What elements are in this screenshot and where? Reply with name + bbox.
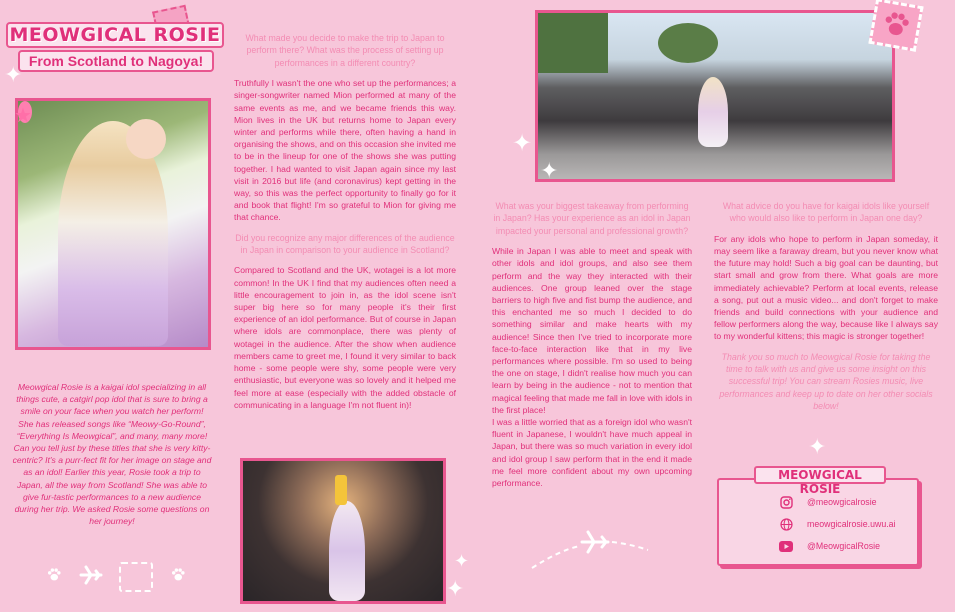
flight-path-airplane-icon (530, 520, 650, 575)
answer-3b: I was a little worried that as a foreign idol who wasn't fluent in Japanese, I wouldn't have much appeal in Japan, but there was so much variation in every idol and idol group I saw perform that in the end it made me feel more confident about my own upcoming performance. (492, 417, 692, 489)
sparkle-icon: ✦ (446, 576, 465, 601)
bottom-decorations (46, 562, 186, 592)
paw-icon (46, 568, 62, 587)
social-youtube[interactable] (779, 538, 880, 554)
globe-icon (779, 517, 793, 531)
star-wand-icon: ★ (14, 105, 32, 127)
thanks-text: Thank you so much to Meowgical Rosie for taking the time to talk with us and give us some insight on this successful trip! You can stream Rosies music, live performances and keep up to date on her other socials below! (719, 351, 933, 412)
crowd-photo (535, 10, 895, 182)
answer-3a: While in Japan I was able to meet and speak with other idols and idol groups, and also see them perform and the way they interacted with their audiences. One group leaned over the stage barriers to high five and fist bump the audience, and this enchanted me so much I decided to do something similar and make hearts with my audience! Since then I've tried to incorporate more face-to-face interaction like that in my live performances where possible. I'm so used to being the one on stage, I didn't realise how much you can learn by being in the audience - not to mention that magical feeling that made me fall in love with idols in the first place! (492, 246, 692, 415)
sparkle-icon: ✦ (808, 434, 827, 459)
question-3: What was your biggest takeaway from performing in Japan? Has your experience as an idol in Japan impacted your personal and professional growth? (493, 201, 691, 236)
website-link[interactable]: meowgicalrosie.uwu.ai (807, 519, 896, 529)
social-website[interactable] (779, 516, 896, 532)
airplane-icon (79, 565, 103, 590)
answer-2: Compared to Scotland and the UK, wotagei is a lot more common! In the UK I find that my audiences often need a little encouragement to join in, as the idol scene isn't super big here so for many people it's their first experience of an idol performance. But of course in Japan where idols are commonplace, there was plenty of wotagei in the audience. After the show when audience members came to greet me, I found it very similar to back home - some people were shy, some people were very enthusiastic, but everyone was so lovely and it helped me feel more at ease (especially with the added obstacle of communicating in a language I'm not fluent in)! (234, 265, 456, 410)
interview-column-1 (234, 32, 456, 419)
interview-column-3 (714, 200, 938, 421)
rosie-stage-photo (15, 98, 211, 350)
page-subtitle: From Scotland to Nagoya! (18, 50, 214, 72)
answer-1: Truthfully I wasn't the one who set up the performances; a singer-songwriter named Mion performed at many of the same events as me, and we became friends this way. Mion lives in the UK but returns home to Japan every winter and performs while there, often having a hand in organising the shows, and on this occasion she invited me to be in the lineup for one of the shows she was putting together. I had wanted to visit Japan again since my last visit in 2016 but life (and coronavirus) kept getting in the way, so this was the perfect opportunity to finally go for it and book that flight! I'm so grateful to Mion for giving me that chance. (234, 78, 456, 223)
intro-text: Meowgical Rosie is a kaigai idol specializing in all things cute, a catgirl pop idol that is sure to bring a smile on your face when you watch her perform! She has released songs like “Meowy-Go-Round”, “Everything Is Meowgical”, and many, many more! Can you tell just by these titles that she is very kitty-centric? It's a purr-fect fit for her image on stage and as an idol! Earlier this year, Rosie took a trip to Japan, all the way from Scotland! She was able to give fur-tastic performances to a new audience during her trip. We asked Rosie some questions on her journey! (12, 382, 212, 527)
paw-stamp-icon (868, 0, 923, 52)
question-4: What advice do you have for kaigai idols like yourself who would also like to perform in Japan one day? (722, 201, 930, 224)
instagram-icon (779, 495, 793, 509)
group-stage-photo (240, 458, 446, 604)
answer-4: For any idols who hope to perform in Japan someday, it may seem like a faraway dream, but you never know what the future may hold! Such a big goal can be daunting, but start small and grow from there. What goals are more immediately achievable? Perform at local events, release a song, put out a music video... and don't forget to make friends and build connections with your audience and fellow performers along the way, because like I always say to my wonderful kittens; this magic is stronger together! (714, 233, 938, 342)
sparkle-icon: ✦ (512, 130, 533, 157)
youtube-icon (779, 539, 793, 553)
page-title: MEOWGICAL ROSIE (6, 22, 224, 48)
social-instagram[interactable] (779, 494, 877, 510)
instagram-handle[interactable]: @meowgicalrosie (807, 497, 877, 507)
socials-title: MEOWGICAL ROSIE (754, 466, 886, 484)
question-1: What made you decide to make the trip to Japan to perform there? What was the process of setting up performances in a different country? (245, 33, 445, 68)
ticket-icon (119, 562, 153, 592)
sparkle-icon: ✦ (4, 62, 23, 87)
paw-icon (170, 568, 186, 587)
interview-column-2 (492, 200, 692, 497)
sparkle-icon: ✦ (454, 551, 470, 571)
title-block (4, 18, 226, 78)
sparkle-icon: ✦ (540, 158, 559, 183)
question-2: Did you recognize any major differences of the audience in Japan in comparison to your audience in Scotland? (235, 232, 455, 256)
youtube-handle[interactable]: @MeowgicalRosie (807, 541, 880, 551)
